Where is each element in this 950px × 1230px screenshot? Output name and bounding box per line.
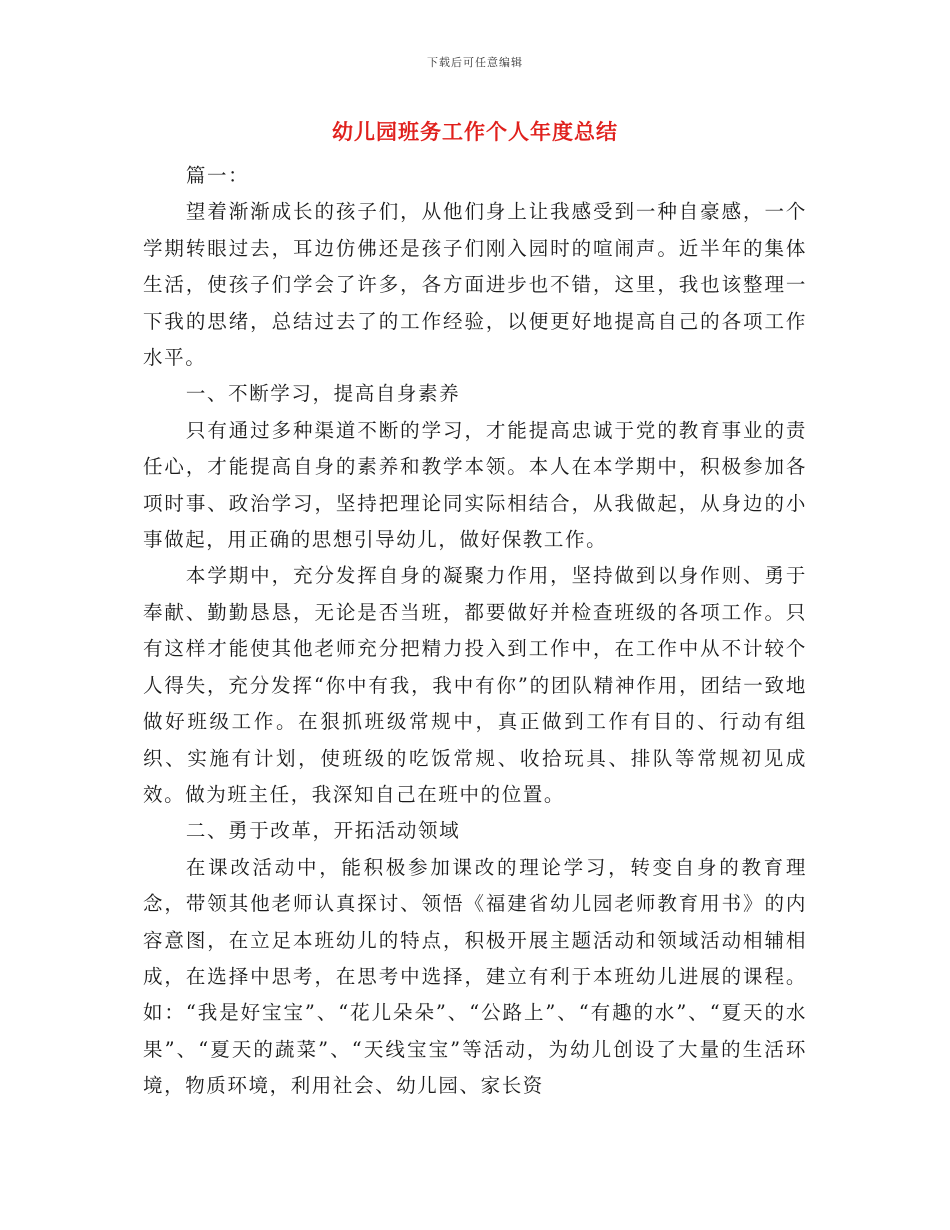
document-body bbox=[143, 158, 807, 1105]
body-paragraph: 只有通过多种渠道不断的学习，才能提高忠诚于党的教育事业的责任心，才能提高自身的素养和教学本领。本人在本学期中，积极参加各项时事、政治学习，坚持把理论同实际相结合，从我做起，从身边的小事做起，用正确的思想引导幼儿，做好保教工作。 bbox=[143, 418, 807, 552]
section-label: 篇一： bbox=[185, 164, 250, 187]
section-heading: 二、勇于改革，开拓活动领域 bbox=[185, 819, 461, 843]
body-paragraph: 本学期中，充分发挥自身的凝聚力作用，坚持做到以身作则、勇于奉献、勤勤恳恳，无论是否当班，都要做好并检查班级的各项工作。只有这样才能使其他老师充分把精力投入到工作中，在工作中从不计较个人得失，充分发挥“你中有我，我中有你”的团队精神作用，团结一致地做好班级工作。在狠抓班级常规中，真正做到工作有目的、行动有组织、实施有计划，使班级的吃饭常规、收拾玩具、排队等常规初见成效。做为班主任，我深知自己在班中的位置。 bbox=[143, 564, 807, 806]
document-title: 幼儿园班务工作个人年度总结 bbox=[332, 119, 618, 144]
section-heading: 一、不断学习，提高自身素养 bbox=[185, 382, 461, 406]
body-paragraph: 在课改活动中，能积极参加课改的理论学习，转变自身的教育理念，带领其他老师认真探讨、领悟《福建省幼儿园老师教育用书》的内容意图，在立足本班幼儿的特点，积极开展主题活动和领域活动相辅相成，在选择中思考，在思考中选择，建立有利于本班幼儿进展的课程。如：“我是好宝宝”、“花儿朵朵”、“公路上”、“有趣的水”、“夏天的水果”、“夏天的蔬菜”、“天线宝宝”等活动，为幼儿创设了大量的生活环境，物质环境，利用社会、幼儿园、家长资 bbox=[143, 855, 807, 1098]
body-paragraph: 望着渐渐成长的孩子们，从他们身上让我感受到一种自豪感，一个学期转眼过去，耳边仿佛还是孩子们刚入园时的喧闹声。近半年的集体生活，使孩子们学会了许多，各方面进步也不错，这里，我也该整理一下我的思绪，总结过去了的工作经验，以便更好地提高自己的各项工作水平。 bbox=[143, 200, 807, 370]
header-note: 下载后可任意编辑 bbox=[427, 56, 523, 69]
